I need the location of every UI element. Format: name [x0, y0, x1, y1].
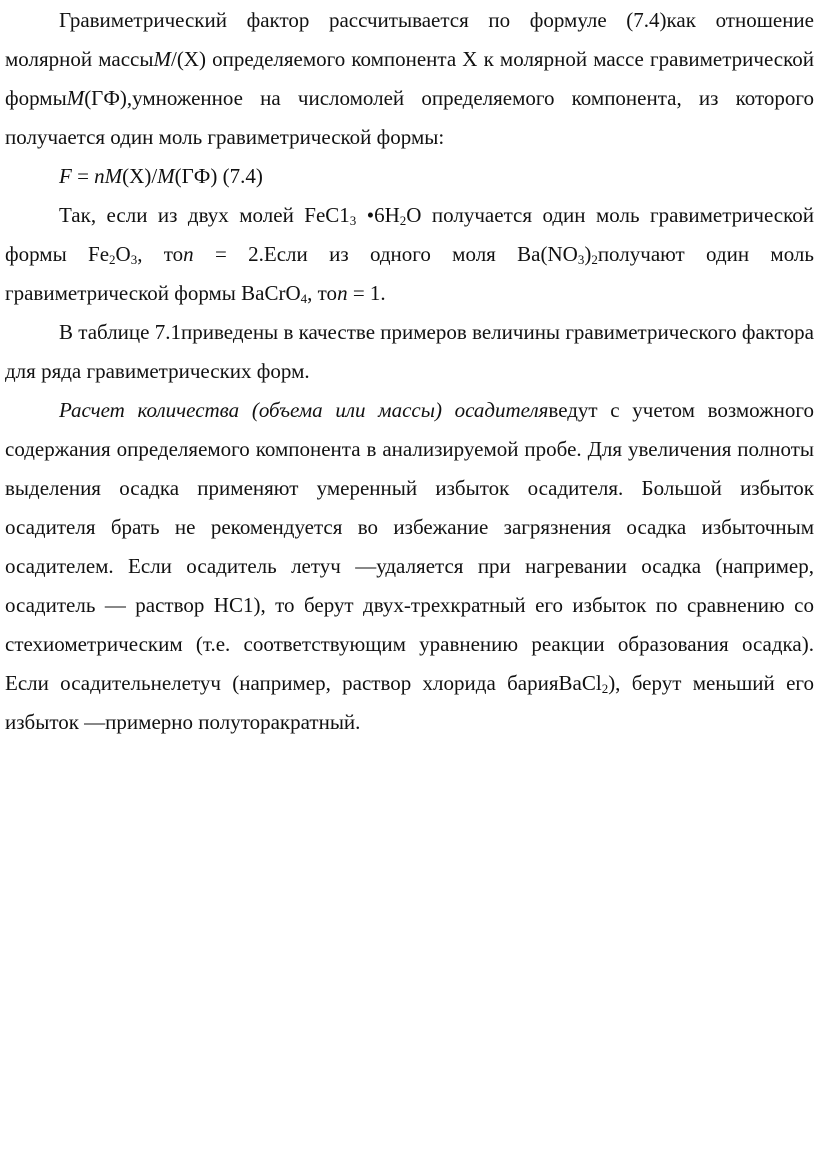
symbol-nm: nM [94, 164, 123, 188]
subscript: 3 [130, 252, 138, 267]
text: O [115, 242, 131, 266]
text: получают один моль гравиметрической формы BaCrO [5, 242, 814, 305]
text: = 2.Если из одного моля Ba(NO [193, 242, 578, 266]
symbol-factor: F [59, 164, 72, 188]
symbol-n: n [183, 242, 194, 266]
italic-term: Расчет количества (объема или массы) осадителя [59, 398, 549, 422]
paragraph-precipitant-calculation [5, 391, 814, 742]
subscript: 3 [577, 252, 585, 267]
paragraph-examples [5, 196, 814, 313]
symbol-molar-mass: M [157, 164, 175, 188]
text: •6H [356, 203, 400, 227]
text: = [71, 164, 95, 188]
formula-7-4 [5, 157, 814, 196]
text: (X)/ [122, 164, 158, 188]
subscript: 2 [601, 681, 609, 696]
text: ), берут меньший его избыток —примерно полуторакратный. [5, 671, 814, 734]
text: В таблице 7.1приведены в качестве примеров величины гравиметрического фактора для ряда гравиметрических форм. [5, 320, 814, 383]
text: O получается один моль гравиметрической формы Fe [5, 203, 814, 266]
subscript: 2 [591, 252, 598, 267]
text: ) [584, 242, 592, 266]
text: Так, если из двух молей FeC1 [59, 203, 350, 227]
paragraph-table-reference [5, 313, 814, 391]
text: , то [137, 242, 184, 266]
paragraph-gravimetric-factor [5, 1, 814, 157]
symbol-molar-mass: M [66, 86, 85, 110]
document-page [5, 0, 814, 742]
symbol-molar-mass: M [153, 47, 171, 71]
text: = 1. [347, 281, 386, 305]
subscript: 3 [349, 213, 357, 228]
text: (ГФ) (7.4) [174, 164, 263, 188]
text: Гравиметрический фактор рассчитывается по формуле (7.4)как отношение молярной массы [5, 8, 814, 71]
text: /(X) определяемого компонента X к молярной массе гравиметрической формы [5, 47, 814, 110]
symbol-n: n [337, 281, 348, 305]
text: (ГФ),умноженное на числомолей определяемого компонента, из которого получается один моль гравиметрической формы: [5, 86, 814, 149]
text: , то [307, 281, 338, 305]
subscript: 2 [399, 213, 407, 228]
subscript: 2 [109, 252, 116, 267]
subscript: 4 [300, 291, 308, 306]
text: ведут с учетом возможного содержания определяемого компонента в анализируемой пробе. Для увеличения полноты выделения осадка применяют умеренный избыток осадителя. Большой избыток осадителя брать не рекомендуется во избежание загрязнения осадка избыточным осадителем. Если осадитель летуч —удаляется при нагревании осадка (например, осадитель — раствор НС1), то берут двух-трехкратный его избыток по сравнению со стехиометрическим (т.е. соответствующим уравнению реакции образования осадка). Если осадительнелетуч (например, раствор хлорида барияBaCl [5, 398, 814, 695]
